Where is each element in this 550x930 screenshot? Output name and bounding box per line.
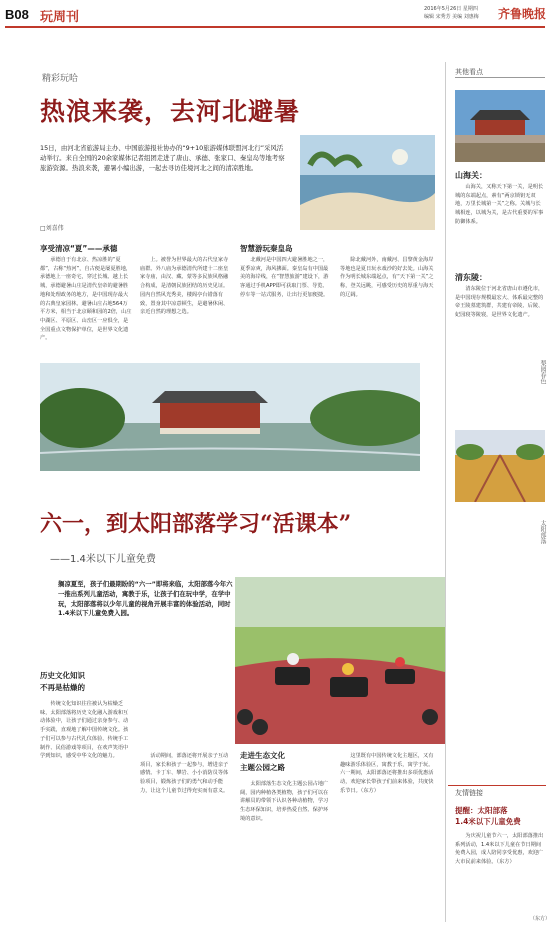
vertical-caption: 梨园春色 [539, 360, 546, 384]
section-kicker: 精彩玩哈 [42, 74, 79, 84]
footer-note: （东方） [530, 916, 550, 922]
feature2-headline: 六一，到太阳部落学习“活课本” [40, 511, 352, 537]
section-body: 活动期间，部落还将开展亲子互动项目，家长和孩子一起参与，增进亲子感情。卡丁车、攀岩、小小消防员等体验项目，锻炼孩子们的勇气和动手能力，让这个儿童节过得充实而有意义。 [140, 753, 229, 794]
sidebar-rule [455, 77, 545, 78]
link-header: 友情链接 [455, 789, 483, 797]
section-body: 除北戴河外，南戴河、昌黎黄金海岸等地也是夏日玩水戏沙的好去处。山海关作为明长城东端起点，有“天下第一关”之称，登关远眺，可感受历史的厚重与海天的辽阔。 [340, 257, 434, 298]
feature-headline: 热浪来袭，去河北避暑 [40, 97, 301, 126]
sidebar-item-title: 清东陵： [455, 273, 487, 282]
section-body: 北戴河是中国四大避暑胜地之一，夏季凉爽，海风拂面。秦皇岛有中国最美的海岸线，在“智慧旅游”建设下，游客通过手机APP即可获取门票、导览、停车等一站式服务，让出行更加便捷。 [240, 257, 329, 298]
feature2-lead: 搁凉夏至，孩子们最期盼的“六一”即将来临，太阳部落今年六一推出系列儿童活动，寓教于乐，让孩子们在玩中学，在学中玩，太阳部落将以少年儿童的视角开展丰富的体验活动，同时1.4米以下儿童免费入园。 [58, 580, 233, 618]
sidebar-item-body: 清东陵位于河北省唐山市遵化市，是中国现存规模最宏大、体系最完整的帝王陵墓建筑群，共建有帝陵、后陵、妃园寝等陵寝，是世界文化遗产。 [455, 286, 544, 319]
feature-byline: □刘喜伟 [40, 225, 64, 232]
palace-photo [40, 363, 420, 471]
section-title: 走进生态文化 主题公园之路 [240, 751, 285, 772]
gate-tower-photo [455, 90, 545, 162]
column-divider [445, 62, 446, 922]
newspaper-logo: 齐鲁晚报 [498, 7, 547, 21]
section-body: 这里既有中国传统文化主题区，又有趣味游乐体验区，寓教于乐，寓学于玩。六一期间，太阳部落还将推出多项优惠活动，欢迎家长带孩子们前来体验，共度快乐节日。（东方） [340, 753, 434, 794]
section-title: 智慧游玩秦皇岛 [240, 244, 293, 253]
feature2-subhead: ——1.4米以下儿童免费 [50, 554, 156, 565]
section-body: 上。被誉为世界最大的古代皇家寺庙群。外八庙为承德清代所建十二座皇家寺庙，由汉、藏、蒙等多民族风格融合构成，是清朝民族团结的历史见证。园内自然风光秀美，楼阁亭台错落有致，置身其中凉意顿生，是避暑休闲、亲近自然的理想之选。 [140, 257, 229, 316]
link-body: 为庆祝儿童节六一，太阳部落推出系列活动，1.4米以下儿童在节日期间免费入园，成人陪同享受优惠，欢迎广大市民前来体验。（东方） [455, 833, 544, 866]
sidebar-item-title: 山海关： [455, 171, 487, 180]
editors-line: 编辑 宋秀芳 美编 刘惠梅 [424, 14, 479, 20]
section-title: 享受清凉“夏”——承德 [40, 244, 118, 253]
header-rule [5, 26, 545, 28]
sidebar-header: 其他看点 [455, 68, 483, 76]
go-kart-photo [235, 577, 445, 744]
beach-photo [300, 135, 435, 230]
date-line: 2016年5月26日 星期四 [424, 6, 478, 12]
vertical-caption: 太阳部落 [539, 520, 546, 544]
feature-lead: 15日，由河北省旅游局主办、中国旅游报社协办的“9+10旅游媒体联盟河北行”采风活动举行。来自全国的20余家媒体记者组团走进了唐山、承德、张家口、秦皇岛等地考察旅游资源。热浪来袭，避暑小编出游，一起去寻访佳境河北之间的清凉胜地。 [40, 144, 285, 172]
link-title: 提醒：太阳部落 1.4米以下儿童免费 [455, 806, 521, 826]
section-body: 传统文化知识往往被认为枯燥乏味，太阳部落将历史文化融入游戏和互动体验中，让孩子们通过亲身参与、动手实践，直观地了解中国传统文化。孩子们可以参与古代礼仪体验、传统手工制作、民俗游戏等项目，在欢声笑语中学到知识，感受中华文化的魅力。 [40, 701, 129, 760]
page-header [0, 0, 550, 30]
sidebar-item-body: 山海关，又称天下第一关，是明长城的东端起点，素有“两京锁钥无双地，万里长城第一关”之称。关城与长城相连，以城为关，是古代重要的军事防御体系。 [455, 184, 544, 225]
column-name: 玩周刊 [40, 10, 80, 25]
page-number: B08 [5, 7, 29, 22]
farmland-photo [455, 430, 545, 502]
section-title: 历史文化知识 不再是枯燥的 [40, 671, 85, 692]
section-body: 太阳部落生态文化主题公园占地广阔，园内种植各类植物，孩子们可以在讲解员的带领下认识各种动植物，学习生态环保知识，培养热爱自然、保护环境的意识。 [240, 781, 329, 822]
section-body: 承德自于有北京、热凉胜的“夏都”，古称“热河”，自古便是屡夏胜地，承德地上一座奇宅，穿过长城、越上长城，承德避暑山庄是清代皇帝的避暑胜地和处理政务的地方，是中国现存最大的古典皇家园林。避暑山庄占地564万平方米，相当于北京颐和园的2倍，山庄中湖区、平原区、山峦区一应俱全，是全国重点文物保护单位，是世界文化遗产。 [40, 257, 132, 342]
